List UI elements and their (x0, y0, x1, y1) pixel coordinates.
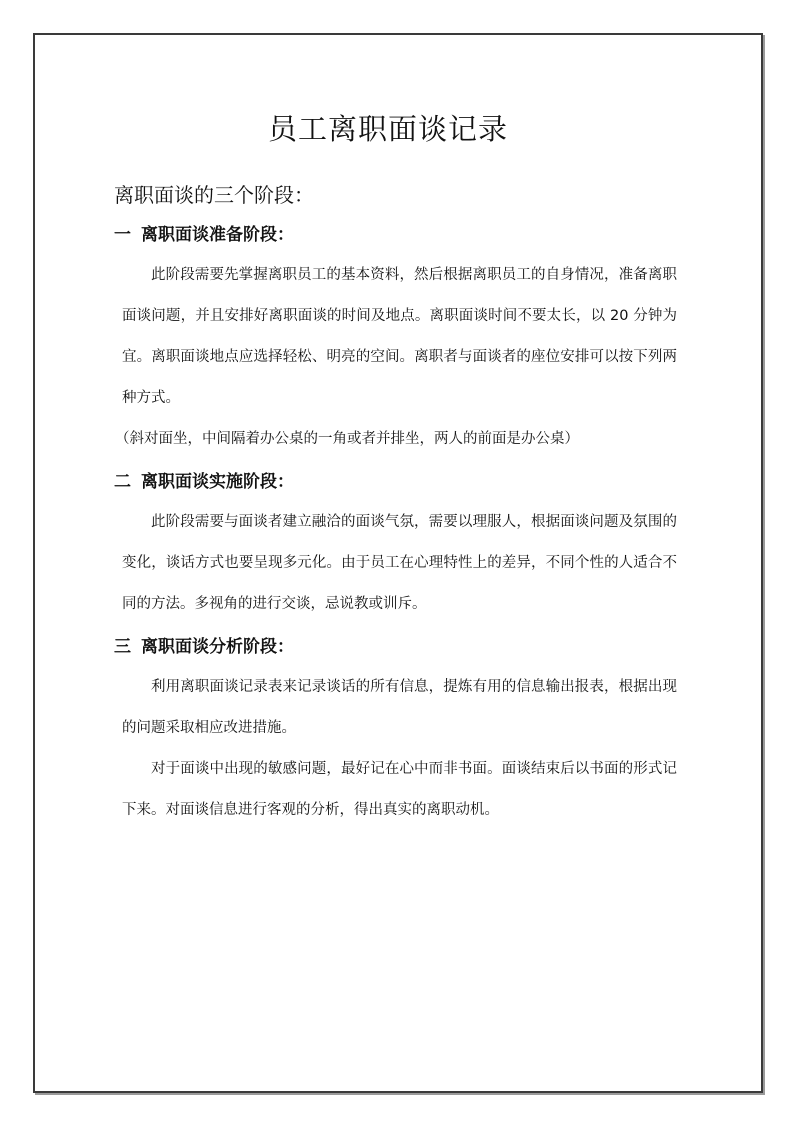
paragraph-analysis-2: 对于面谈中出现的敏感问题，最好记在心中而非书面。面谈结束后以书面的形式记下来。对面谈信息进行客观的分析，得出真实的离职动机。 (122, 761, 677, 818)
paragraph-preparation: 此阶段需要先掌握离职员工的基本资料，然后根据离职员工的自身情况，准备离职面谈问题，并且安排好离职面谈的时间及地点。离职面谈时间不要太长，以 20 分钟为宜。离职面谈地点应选择轻松、明亮的空间。离职者与面谈者的座位安排可以按下列两种方式。 (122, 267, 677, 406)
section-number: 二 (114, 472, 131, 492)
section-heading-analysis (114, 627, 688, 667)
section-title: 离职面谈分析阶段： (141, 637, 294, 657)
section-heading-preparation (114, 215, 688, 255)
section-heading-implementation (114, 462, 688, 502)
section-number: 三 (114, 637, 131, 657)
section-title: 离职面谈实施阶段： (141, 472, 294, 492)
paragraph-analysis-1: 利用离职面谈记录表来记录谈话的所有信息，提炼有用的信息输出报表，根据出现的问题采取相应改进措施。 (122, 679, 677, 736)
document-title: 员工离职面谈记录 (267, 112, 508, 146)
section-number: 一 (114, 225, 131, 245)
seating-note: （斜对面坐，中间隔着办公桌的一角或者并排坐，两人的前面是办公桌） (115, 431, 579, 447)
intro-line: 离职面谈的三个阶段： (114, 183, 314, 207)
document-body (88, 105, 688, 831)
section-title: 离职面谈准备阶段： (141, 225, 294, 245)
paragraph-implementation: 此阶段需要与面谈者建立融洽的面谈气氛，需要以理服人，根据面谈问题及氛围的变化，谈话方式也要呈现多元化。由于员工在心理特性上的差异，不同个性的人适合不同的方法。多视角的进行交谈，忌说教或训斥。 (122, 514, 677, 612)
